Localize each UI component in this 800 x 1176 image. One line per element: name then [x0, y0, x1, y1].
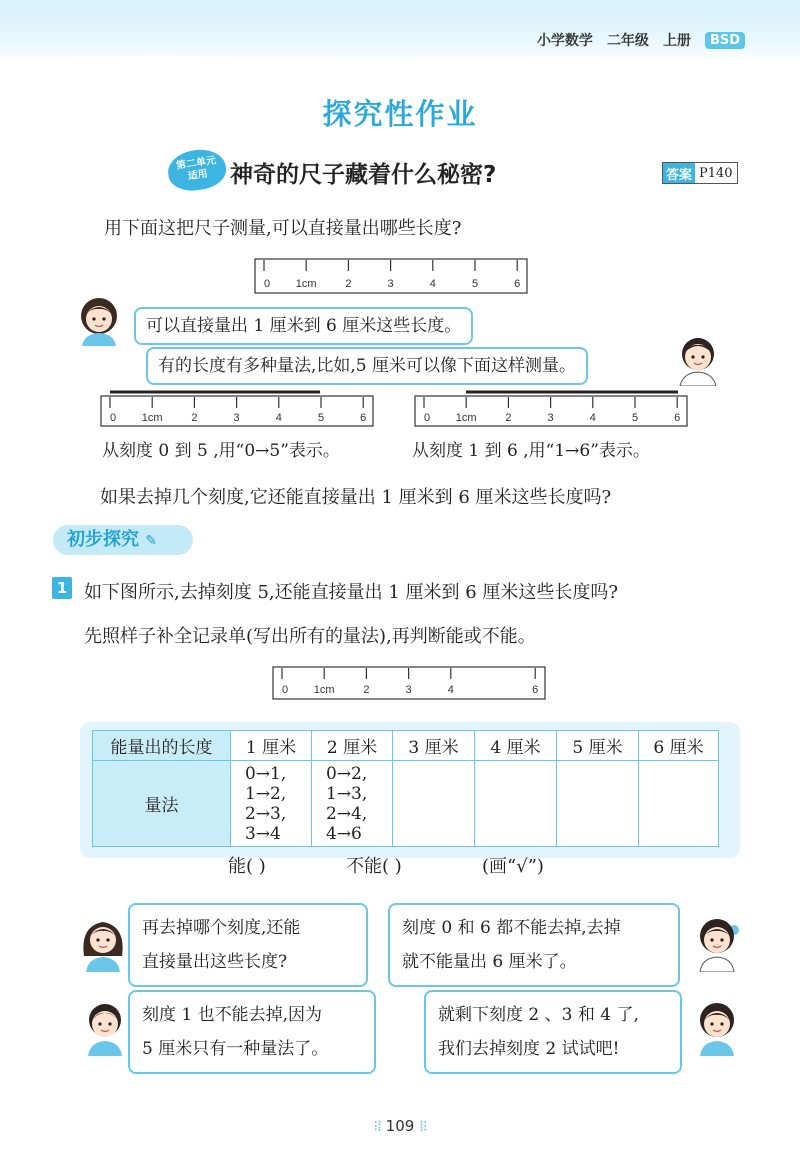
record-header-row [93, 731, 719, 761]
unit-badge [165, 146, 228, 194]
methods-4cm[interactable] [475, 761, 557, 847]
page-title: 探究性作业 [322, 97, 478, 131]
header-grade: 二年级 [606, 33, 649, 49]
ruler-partial-tick-label-3: 3 [405, 684, 412, 696]
ruler-partial [272, 666, 548, 702]
ruler-a [100, 388, 376, 428]
ruler-full-tick-label-0: 0 [264, 278, 271, 290]
method-1-a: 0→1, [245, 763, 287, 784]
bubble-boy-a-line1: 刻度 1 也不能去掉,因为 [142, 1005, 323, 1025]
ruler-b-tick-label-3: 3 [547, 412, 554, 424]
ruler-b-tick-label-1: 1cm [455, 412, 477, 424]
record-col-2: 2 厘米 [312, 731, 393, 761]
ruler-b-tick-label-0: 0 [424, 412, 431, 424]
methods-2cm[interactable] [312, 761, 393, 847]
record-row-label: 量法 [93, 761, 231, 847]
ruler-full-tick-label-3: 3 [387, 278, 394, 290]
edition-badge: BSD [705, 32, 745, 49]
bubble-boy-1: 有的长度有多种量法,比如,5 厘米可以像下面这样测量。 [146, 347, 588, 385]
ruler-partial-tick-label-2: 2 [363, 684, 370, 696]
header-info [537, 30, 745, 50]
ruler-b-tick-label-5: 5 [631, 412, 639, 424]
pencil-icon: ✎ [145, 533, 158, 549]
section-label [53, 525, 193, 555]
bubble-girl-c [424, 990, 682, 1074]
girl-avatar [690, 996, 744, 1056]
ruler-partial-tick-label-1: 1cm [313, 684, 335, 696]
bubble-girl-b-line1: 刻度 0 和 6 都不能去掉,去掉 [402, 918, 621, 938]
record-methods-row [93, 761, 719, 847]
page-number-text: 109 [385, 1117, 415, 1135]
method-2-d: 4→6 [326, 823, 362, 844]
method-2-b: 1→3, [326, 783, 368, 804]
record-header-label: 能量出的长度 [93, 731, 231, 761]
ruler-a-tick-label-5: 5 [317, 412, 325, 424]
method-2-c: 2→4, [326, 803, 368, 824]
bubble-girl-c-line1: 就剩下刻度 2 、3 和 4 了, [438, 1005, 639, 1025]
intro-question: 用下面这把尺子测量,可以直接量出哪些长度? [104, 218, 462, 239]
methods-5cm[interactable] [557, 761, 639, 847]
ruler-partial-tick-label-0: 0 [282, 684, 289, 696]
section-label-text: 初步探究 [67, 529, 139, 550]
methods-3cm[interactable] [393, 761, 475, 847]
ruler-full [254, 258, 530, 296]
ruler-a-tick-label-4: 4 [275, 412, 282, 424]
task-line-1: 如下图所示,去掉刻度 5,还能直接量出 1 厘米到 6 厘米这些长度吗? [84, 582, 619, 603]
ruler-b-tick-label-4: 4 [589, 412, 596, 424]
ruler-a-tick-label-6: 6 [360, 412, 367, 424]
record-col-6: 6 厘米 [639, 731, 719, 761]
ruler-full-tick-label-4: 4 [429, 278, 436, 290]
method-2-a: 0→2, [326, 763, 368, 784]
boy-avatar [78, 996, 132, 1056]
girl-avatar [690, 912, 744, 972]
header-volume: 上册 [662, 33, 691, 49]
boy-avatar [670, 330, 726, 386]
girl-avatar [72, 292, 126, 346]
page-number-right-deco: ⁞⁝ [419, 1117, 427, 1135]
unit-badge-line2: 适用 [187, 168, 209, 183]
methods-1cm[interactable] [231, 761, 312, 847]
record-col-4: 4 厘米 [475, 731, 557, 761]
ruler-partial-tick-label-6: 6 [532, 684, 539, 696]
ruler-full-tick-label-6: 6 [514, 278, 521, 290]
ruler-b [414, 388, 690, 428]
judge-can[interactable]: 能( ) [228, 856, 266, 877]
ruler-full-tick-label-2: 2 [345, 278, 352, 290]
ruler-full-tick-label-1: 1cm [295, 278, 317, 290]
task-line-2: 先照样子补全记录单(写出所有的量法),再判断能或不能。 [84, 626, 536, 647]
ruler-b-caption: 从刻度 1 到 6 ,用“1→6”表示。 [412, 441, 650, 461]
ruler-a-tick-label-3: 3 [233, 412, 240, 424]
answer-page: P140 [699, 165, 733, 181]
record-table [92, 730, 719, 847]
answer-tag [662, 162, 738, 184]
record-col-3: 3 厘米 [393, 731, 475, 761]
bubble-girl-c-line2: 我们去掉刻度 2 试试吧! [438, 1039, 620, 1059]
subtitle: 神奇的尺子藏着什么秘密? [230, 162, 497, 188]
method-1-c: 2→3, [245, 803, 287, 824]
page-number [0, 1117, 800, 1135]
girl-avatar [76, 912, 130, 972]
judge-hint: (画“√”) [482, 856, 544, 877]
record-col-1: 1 厘米 [231, 731, 312, 761]
bubble-boy-a-line2: 5 厘米只有一种量法了。 [142, 1039, 329, 1059]
ruler-a-tick-label-2: 2 [191, 412, 198, 424]
ruler-b-tick-label-6: 6 [674, 412, 681, 424]
ruler-a-tick-label-1: 1cm [141, 412, 163, 424]
methods-6cm[interactable] [639, 761, 719, 847]
method-1-d: 3→4 [245, 823, 281, 844]
ruler-full-tick-label-5: 5 [471, 278, 479, 290]
header-subject: 小学数学 [536, 33, 593, 49]
task-number: 1 [52, 577, 72, 599]
bubble-boy-a [128, 990, 376, 1074]
bubble-girl-a-line1: 再去掉哪个刻度,还能 [142, 918, 301, 938]
bubble-girl-a [128, 903, 368, 987]
ruler-partial-tick-label-4: 4 [447, 684, 454, 696]
unit-badge-line1: 第二单元 [175, 155, 217, 172]
bubble-girl-a-line2: 直接量出这些长度? [142, 952, 288, 972]
question-remove: 如果去掉几个刻度,它还能直接量出 1 厘米到 6 厘米这些长度吗? [100, 487, 612, 508]
ruler-b-tick-label-2: 2 [505, 412, 512, 424]
answer-label: 答案 [663, 163, 695, 183]
ruler-a-caption: 从刻度 0 到 5 ,用“0→5”表示。 [102, 441, 340, 461]
method-1-b: 1→2, [245, 783, 287, 804]
bubble-girl-1: 可以直接量出 1 厘米到 6 厘米这些长度。 [134, 307, 473, 345]
bubble-girl-b-line2: 就不能量出 6 厘米了。 [402, 952, 577, 972]
ruler-a-tick-label-0: 0 [110, 412, 117, 424]
judge-cannot[interactable]: 不能( ) [346, 856, 402, 877]
record-col-5: 5 厘米 [557, 731, 639, 761]
bubble-girl-b [388, 903, 680, 987]
page-number-left-deco: ⁝⁞ [373, 1117, 381, 1135]
